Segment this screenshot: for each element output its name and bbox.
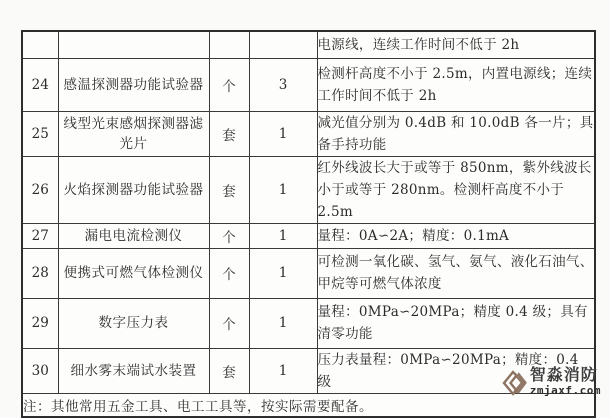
unit-cell: 套 bbox=[209, 348, 249, 393]
equipment-name-cell: 线型光束感烟探测器滤光片 bbox=[58, 111, 209, 156]
spec-cell: 可检测一氧化碳、氢气、氨气、液化石油气、甲烷等可燃气体浓度 bbox=[317, 248, 595, 298]
quantity-cell: 1 bbox=[249, 298, 317, 348]
brand-diamond-icon bbox=[502, 368, 529, 398]
equipment-name-cell: 火焰探测器功能试验器 bbox=[58, 156, 209, 223]
unit-cell: 套 bbox=[209, 111, 249, 156]
equipment-name-cell: 漏电电流检测仪 bbox=[58, 223, 209, 248]
brand-text-block bbox=[530, 366, 601, 397]
quantity-cell: 1 bbox=[249, 111, 317, 156]
equipment-spec-table bbox=[21, 30, 596, 418]
unit-cell: 套 bbox=[209, 156, 249, 223]
note-cell: 注：其他常用五金工具、电工工具等，按实际需要配备。 bbox=[22, 393, 595, 417]
equipment-name-cell: 感温探测器功能试验器 bbox=[58, 58, 209, 111]
equipment-name-cell: 便携式可燃气体检测仪 bbox=[58, 248, 209, 298]
quantity-cell: 3 bbox=[249, 58, 317, 111]
unit-cell: 个 bbox=[209, 298, 249, 348]
row-number-cell: 25 bbox=[22, 111, 58, 156]
table-row bbox=[22, 58, 595, 111]
brand-domain: zmjaxf.com bbox=[529, 384, 601, 397]
spec-cell: 量程：0MPa∽20MPa；精度 0.4 级；具有清零功能 bbox=[317, 298, 595, 348]
quantity-cell: 1 bbox=[249, 248, 317, 298]
table-row bbox=[22, 223, 595, 248]
table-row bbox=[22, 156, 595, 223]
row-number-cell: 28 bbox=[22, 248, 58, 298]
row-number-cell: 29 bbox=[22, 298, 58, 348]
table-row bbox=[22, 111, 595, 156]
row-number-cell: 27 bbox=[22, 223, 58, 248]
table-row bbox=[22, 248, 595, 298]
unit-cell: 个 bbox=[209, 248, 249, 298]
brand-name: 智淼消防 bbox=[529, 365, 598, 384]
spec-cell: 量程：0A∽2A；精度：0.1mA bbox=[317, 223, 595, 248]
spec-cell: 红外线波长大于或等于 850nm，紫外线波长小于或等于 280nm。检测杆高度不小于 2.5m bbox=[317, 156, 595, 223]
row-number-cell: 24 bbox=[22, 58, 58, 111]
watermark-logo bbox=[502, 366, 601, 398]
unit-cell: 个 bbox=[209, 58, 249, 111]
table-row-continuation bbox=[22, 31, 595, 58]
row-number-cell: 26 bbox=[22, 156, 58, 223]
equipment-name-cell: 细水雾末端试水装置 bbox=[58, 348, 209, 393]
quantity-cell: 1 bbox=[249, 156, 317, 223]
spec-cell: 减光值分别为 0.4dB 和 10.0dB 各一片；具备手持功能 bbox=[317, 111, 595, 156]
quantity-cell: 1 bbox=[249, 348, 317, 393]
equipment-name-cell: 数字压力表 bbox=[58, 298, 209, 348]
equipment-name-cell bbox=[58, 31, 209, 58]
row-number-cell bbox=[22, 31, 58, 58]
unit-cell: 个 bbox=[209, 223, 249, 248]
table-row bbox=[22, 298, 595, 348]
row-number-cell: 30 bbox=[22, 348, 58, 393]
spec-cell: 检测杆高度不小于 2.5m，内置电源线；连续工作时间不低于 2h bbox=[317, 58, 595, 111]
unit-cell bbox=[209, 31, 249, 58]
spec-cell: 压力表量程：0MPa∽20MPa；精度：0.4 级 bbox=[317, 348, 595, 393]
quantity-cell: 1 bbox=[249, 223, 317, 248]
quantity-cell bbox=[249, 31, 317, 58]
spec-cell: 电源线，连续工作时间不低于 2h bbox=[317, 31, 595, 58]
